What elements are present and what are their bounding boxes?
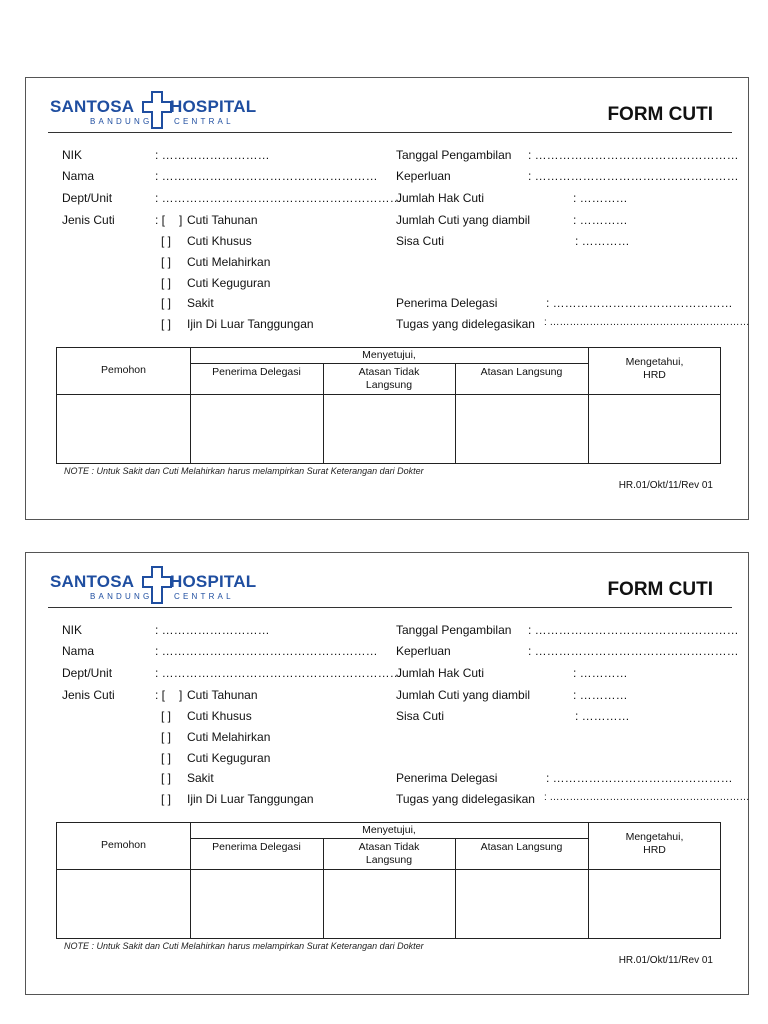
header-mengetahui-hrd: Mengetahui, HRD xyxy=(625,356,684,381)
option-sakit: Sakit xyxy=(187,296,214,310)
sisa-cuti-label: Sisa Cuti xyxy=(396,234,445,248)
penerima-label: Penerima Delegasi xyxy=(396,771,498,785)
checkbox-cuti-keguguran[interactable]: [ ] xyxy=(161,751,172,765)
logo-word-right: HOSPITAL xyxy=(170,97,257,116)
checkbox-cuti-keguguran[interactable]: [ ] xyxy=(161,276,172,290)
logo-sub-left: BANDUNG xyxy=(90,592,153,601)
logo-sub-left: BANDUNG xyxy=(90,117,153,126)
form-title: FORM CUTI xyxy=(607,104,713,125)
option-cuti-tahunan: Cuti Tahunan xyxy=(187,213,258,227)
tanggal-label: Tanggal Pengambilan xyxy=(396,623,512,637)
form-note: NOTE : Untuk Sakit dan Cuti Melahirkan harus melampirkan Surat Keterangan dari Dokter xyxy=(64,466,424,476)
tugas-label: Tugas yang didelegasikan xyxy=(396,792,535,806)
header-penerima-delegasi: Penerima Delegasi xyxy=(212,366,301,378)
keperluan-field[interactable]: : …………………………………………… xyxy=(528,169,739,183)
nama-label: Nama xyxy=(62,644,95,658)
header-atasan-langsung: Atasan Langsung xyxy=(480,841,563,853)
document-code: HR.01/Okt/11/Rev 01 xyxy=(618,955,713,966)
jumlah-hak-field[interactable]: : ………… xyxy=(573,191,628,205)
header-menyetujui: Menyetujui, xyxy=(362,824,416,836)
dept-field[interactable]: : …………………………………………………… xyxy=(155,666,402,680)
checkbox-cuti-khusus[interactable]: [ ] xyxy=(161,709,172,723)
option-cuti-tahunan: Cuti Tahunan xyxy=(187,688,258,702)
nama-field[interactable]: : ……………………………………………… xyxy=(155,169,378,183)
checkbox-cuti-melahirkan[interactable]: [ ] xyxy=(161,255,172,269)
checkbox-cuti-tahunan[interactable]: ] xyxy=(179,213,183,227)
header-pemohon: Pemohon xyxy=(101,839,146,851)
leave-form-bottom xyxy=(25,552,749,995)
checkbox-sakit[interactable]: [ ] xyxy=(161,771,172,785)
tanggal-field[interactable]: : …………………………………………… xyxy=(528,623,739,637)
option-cuti-melahirkan: Cuti Melahirkan xyxy=(187,730,271,744)
option-cuti-keguguran: Cuti Keguguran xyxy=(187,276,271,290)
jenis-cuti-label: Jenis Cuti xyxy=(62,213,115,227)
dept-label: Dept/Unit xyxy=(62,666,113,680)
header-divider xyxy=(48,607,732,608)
option-cuti-keguguran: Cuti Keguguran xyxy=(187,751,271,765)
tugas-field[interactable]: : …………………………………………………… xyxy=(544,317,750,328)
checkbox-sakit[interactable]: [ ] xyxy=(161,296,172,310)
header-pemohon: Pemohon xyxy=(101,364,146,376)
tanggal-field[interactable]: : …………………………………………… xyxy=(528,148,739,162)
form-title: FORM CUTI xyxy=(607,579,713,600)
jumlah-diambil-field[interactable]: : ………… xyxy=(573,688,628,702)
header-penerima-delegasi: Penerima Delegasi xyxy=(212,841,301,853)
penerima-field[interactable]: : ……………………………………… xyxy=(546,296,733,310)
logo-sub-right: CENTRAL xyxy=(174,592,234,601)
dept-field[interactable]: : …………………………………………………… xyxy=(155,191,402,205)
option-sakit: Sakit xyxy=(187,771,214,785)
penerima-field[interactable]: : ……………………………………… xyxy=(546,771,733,785)
tugas-field[interactable]: : …………………………………………………… xyxy=(544,792,750,803)
checkbox-cuti-khusus[interactable]: [ ] xyxy=(161,234,172,248)
nama-label: Nama xyxy=(62,169,95,183)
checkbox-ijin[interactable]: [ ] xyxy=(161,317,172,331)
hospital-logo xyxy=(50,565,270,605)
option-ijin: Ijin Di Luar Tanggungan xyxy=(187,792,314,806)
sisa-cuti-field[interactable]: : ………… xyxy=(575,234,630,248)
option-cuti-khusus: Cuti Khusus xyxy=(187,709,252,723)
nik-label: NIK xyxy=(62,623,83,637)
jenis-cuti-label: Jenis Cuti xyxy=(62,688,115,702)
tanggal-label: Tanggal Pengambilan xyxy=(396,148,512,162)
sisa-cuti-field[interactable]: : ………… xyxy=(575,709,630,723)
option-ijin: Ijin Di Luar Tanggungan xyxy=(187,317,314,331)
nama-field[interactable]: : ……………………………………………… xyxy=(155,644,378,658)
checkbox-ijin[interactable]: [ ] xyxy=(161,792,172,806)
option-cuti-khusus: Cuti Khusus xyxy=(187,234,252,248)
logo-word-left: SANTOSA xyxy=(50,572,135,591)
header-menyetujui: Menyetujui, xyxy=(362,349,416,361)
approval-table xyxy=(56,822,721,939)
header-atasan-tidak-langsung: Atasan Tidak Langsung xyxy=(358,366,420,391)
logo-sub-right: CENTRAL xyxy=(174,117,234,126)
logo-word-right: HOSPITAL xyxy=(170,572,257,591)
jumlah-diambil-label: Jumlah Cuti yang diambil xyxy=(396,213,531,227)
nik-field[interactable]: : ……………………… xyxy=(155,623,270,637)
header-atasan-tidak-langsung: Atasan Tidak Langsung xyxy=(358,841,420,866)
header-mengetahui-hrd: Mengetahui, HRD xyxy=(625,831,684,856)
keperluan-label: Keperluan xyxy=(396,644,451,658)
approval-table xyxy=(56,347,721,464)
option-cuti-melahirkan: Cuti Melahirkan xyxy=(187,255,271,269)
checkbox-cuti-melahirkan[interactable]: [ ] xyxy=(161,730,172,744)
document-code: HR.01/Okt/11/Rev 01 xyxy=(618,480,713,491)
jenis-cuti-prefix: : [ xyxy=(155,213,166,227)
tugas-label: Tugas yang didelegasikan xyxy=(396,317,535,331)
nik-field[interactable]: : ……………………… xyxy=(155,148,270,162)
logo-word-left: SANTOSA xyxy=(50,97,135,116)
keperluan-label: Keperluan xyxy=(396,169,451,183)
jumlah-hak-label: Jumlah Hak Cuti xyxy=(396,666,485,680)
hospital-logo xyxy=(50,90,270,130)
nik-label: NIK xyxy=(62,148,83,162)
header-atasan-langsung: Atasan Langsung xyxy=(480,366,563,378)
dept-label: Dept/Unit xyxy=(62,191,113,205)
keperluan-field[interactable]: : …………………………………………… xyxy=(528,644,739,658)
jumlah-hak-label: Jumlah Hak Cuti xyxy=(396,191,485,205)
jumlah-diambil-label: Jumlah Cuti yang diambil xyxy=(396,688,531,702)
sisa-cuti-label: Sisa Cuti xyxy=(396,709,445,723)
penerima-label: Penerima Delegasi xyxy=(396,296,498,310)
form-note: NOTE : Untuk Sakit dan Cuti Melahirkan harus melampirkan Surat Keterangan dari Dokter xyxy=(64,941,424,951)
jenis-cuti-prefix: : [ xyxy=(155,688,166,702)
checkbox-cuti-tahunan[interactable]: ] xyxy=(179,688,183,702)
header-divider xyxy=(48,132,732,133)
jumlah-diambil-field[interactable]: : ………… xyxy=(573,213,628,227)
leave-form-top xyxy=(25,77,749,520)
jumlah-hak-field[interactable]: : ………… xyxy=(573,666,628,680)
